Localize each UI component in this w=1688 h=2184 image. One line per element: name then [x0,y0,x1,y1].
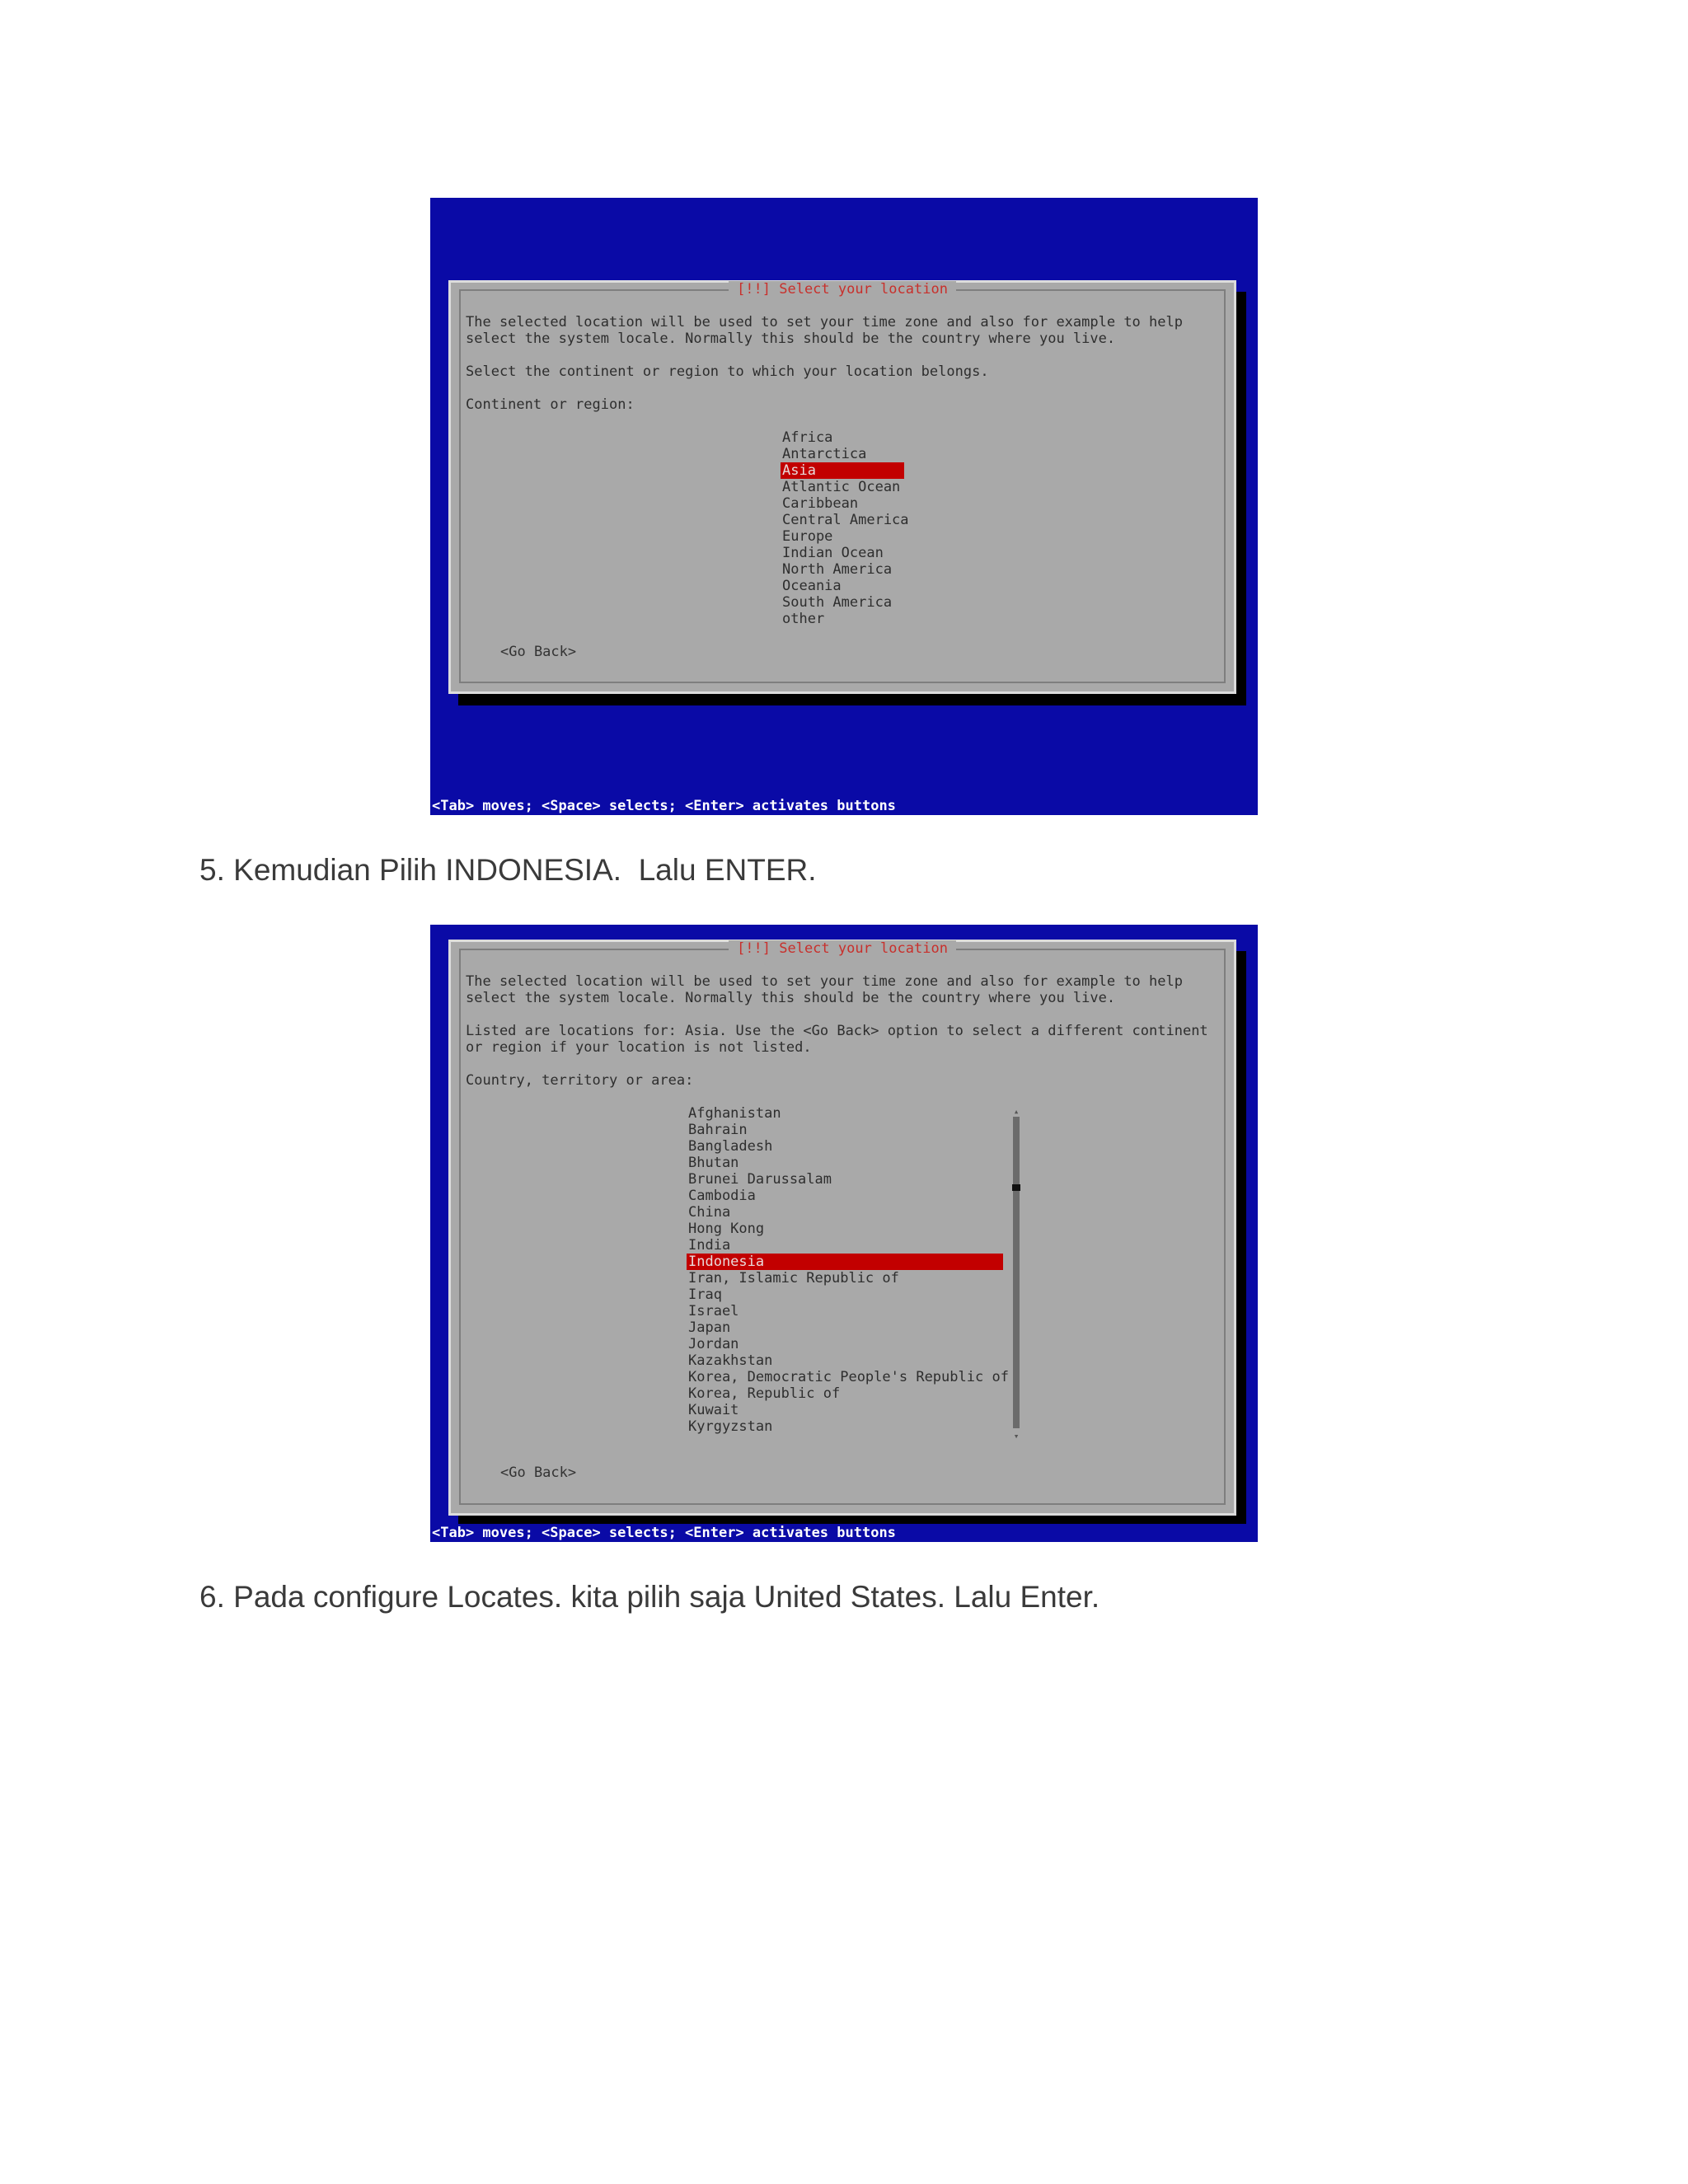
list-item[interactable]: Afghanistan [688,1105,781,1122]
instruction-text-line2: or region if your location is not listed. [466,1039,812,1056]
status-bar: <Tab> moves; <Space> selects; <Enter> activates buttons [430,1524,1258,1542]
continent-list[interactable] [781,429,909,627]
instruction-text-line1: Listed are locations for: Asia. Use the <Go Back> option to select a different continent [466,1023,1208,1039]
list-item[interactable]: Bhutan [688,1155,739,1171]
scroll-down-arrow-icon[interactable]: ▾ [1013,1431,1020,1441]
list-item[interactable]: Central America [782,512,909,528]
dialog-title: [!!] Select your location [729,940,956,957]
list-item[interactable]: India [688,1237,731,1254]
intro-text-line1: The selected location will be used to set your time zone and also for example to help [466,973,1183,990]
list-item[interactable]: Israel [688,1303,739,1319]
go-back-button[interactable]: <Go Back> [500,1465,577,1481]
status-bar: <Tab> moves; <Space> selects; <Enter> activates buttons [430,797,1258,815]
list-item[interactable]: Bahrain [688,1122,748,1138]
list-item[interactable]: Hong Kong [688,1221,765,1237]
step6-caption: 6. Pada configure Locates. kita pilih saja United States. Lalu Enter. [199,1580,1100,1614]
country-list[interactable] [687,1105,1009,1435]
list-item[interactable]: North America [782,561,893,578]
intro-text-line2: select the system locale. Normally this should be the country where you live. [466,330,1116,347]
list-item[interactable]: Bangladesh [688,1138,773,1155]
list-item[interactable]: Jordan [688,1336,739,1352]
list-item[interactable]: Europe [782,528,833,545]
instruction-text: Select the continent or region to which your location belongs. [466,363,989,380]
list-label: Continent or region: [466,396,635,413]
list-item[interactable]: Japan [688,1319,731,1336]
list-item[interactable]: Atlantic Ocean [782,479,901,495]
dialog-title: [!!] Select your location [729,281,956,298]
list-item[interactable]: Korea, Republic of [688,1385,841,1402]
list-item[interactable]: Iraq [688,1286,722,1303]
installer-screenshot-continent [430,198,1258,815]
list-item[interactable]: Iran, Islamic Republic of [688,1270,899,1286]
list-item[interactable]: China [688,1204,731,1221]
list-item[interactable]: Cambodia [688,1188,756,1204]
list-item-selected[interactable]: Asia [781,462,904,479]
list-item[interactable]: Indian Ocean [782,545,884,561]
list-item[interactable]: Africa [782,429,833,446]
list-item[interactable]: Kuwait [688,1402,739,1418]
list-item[interactable]: Kyrgyzstan [688,1418,773,1435]
select-location-dialog [448,280,1236,694]
list-item[interactable]: Brunei Darussalam [688,1171,832,1188]
list-item[interactable]: South America [782,594,893,611]
scrollbar-thumb[interactable] [1012,1184,1020,1191]
list-item[interactable]: Oceania [782,578,842,594]
intro-text-line2: select the system locale. Normally this should be the country where you live. [466,990,1116,1006]
list-item[interactable]: Antarctica [782,446,867,462]
intro-text-line1: The selected location will be used to set your time zone and also for example to help [466,314,1183,330]
list-item[interactable]: Caribbean [782,495,859,512]
list-item[interactable]: other [782,611,825,627]
go-back-button[interactable]: <Go Back> [500,644,577,660]
installer-screenshot-country [430,925,1258,1542]
list-item-selected[interactable]: Indonesia [687,1254,1003,1270]
scrollbar[interactable] [1013,1117,1020,1428]
list-item[interactable]: Korea, Democratic People's Republic of [688,1369,1009,1385]
select-location-dialog [448,940,1236,1516]
scroll-up-arrow-icon[interactable]: ▴ [1013,1106,1020,1117]
step5-caption: 5. Kemudian Pilih INDONESIA. Lalu ENTER. [199,853,817,887]
list-item[interactable]: Kazakhstan [688,1352,773,1369]
list-label: Country, territory or area: [466,1072,694,1089]
